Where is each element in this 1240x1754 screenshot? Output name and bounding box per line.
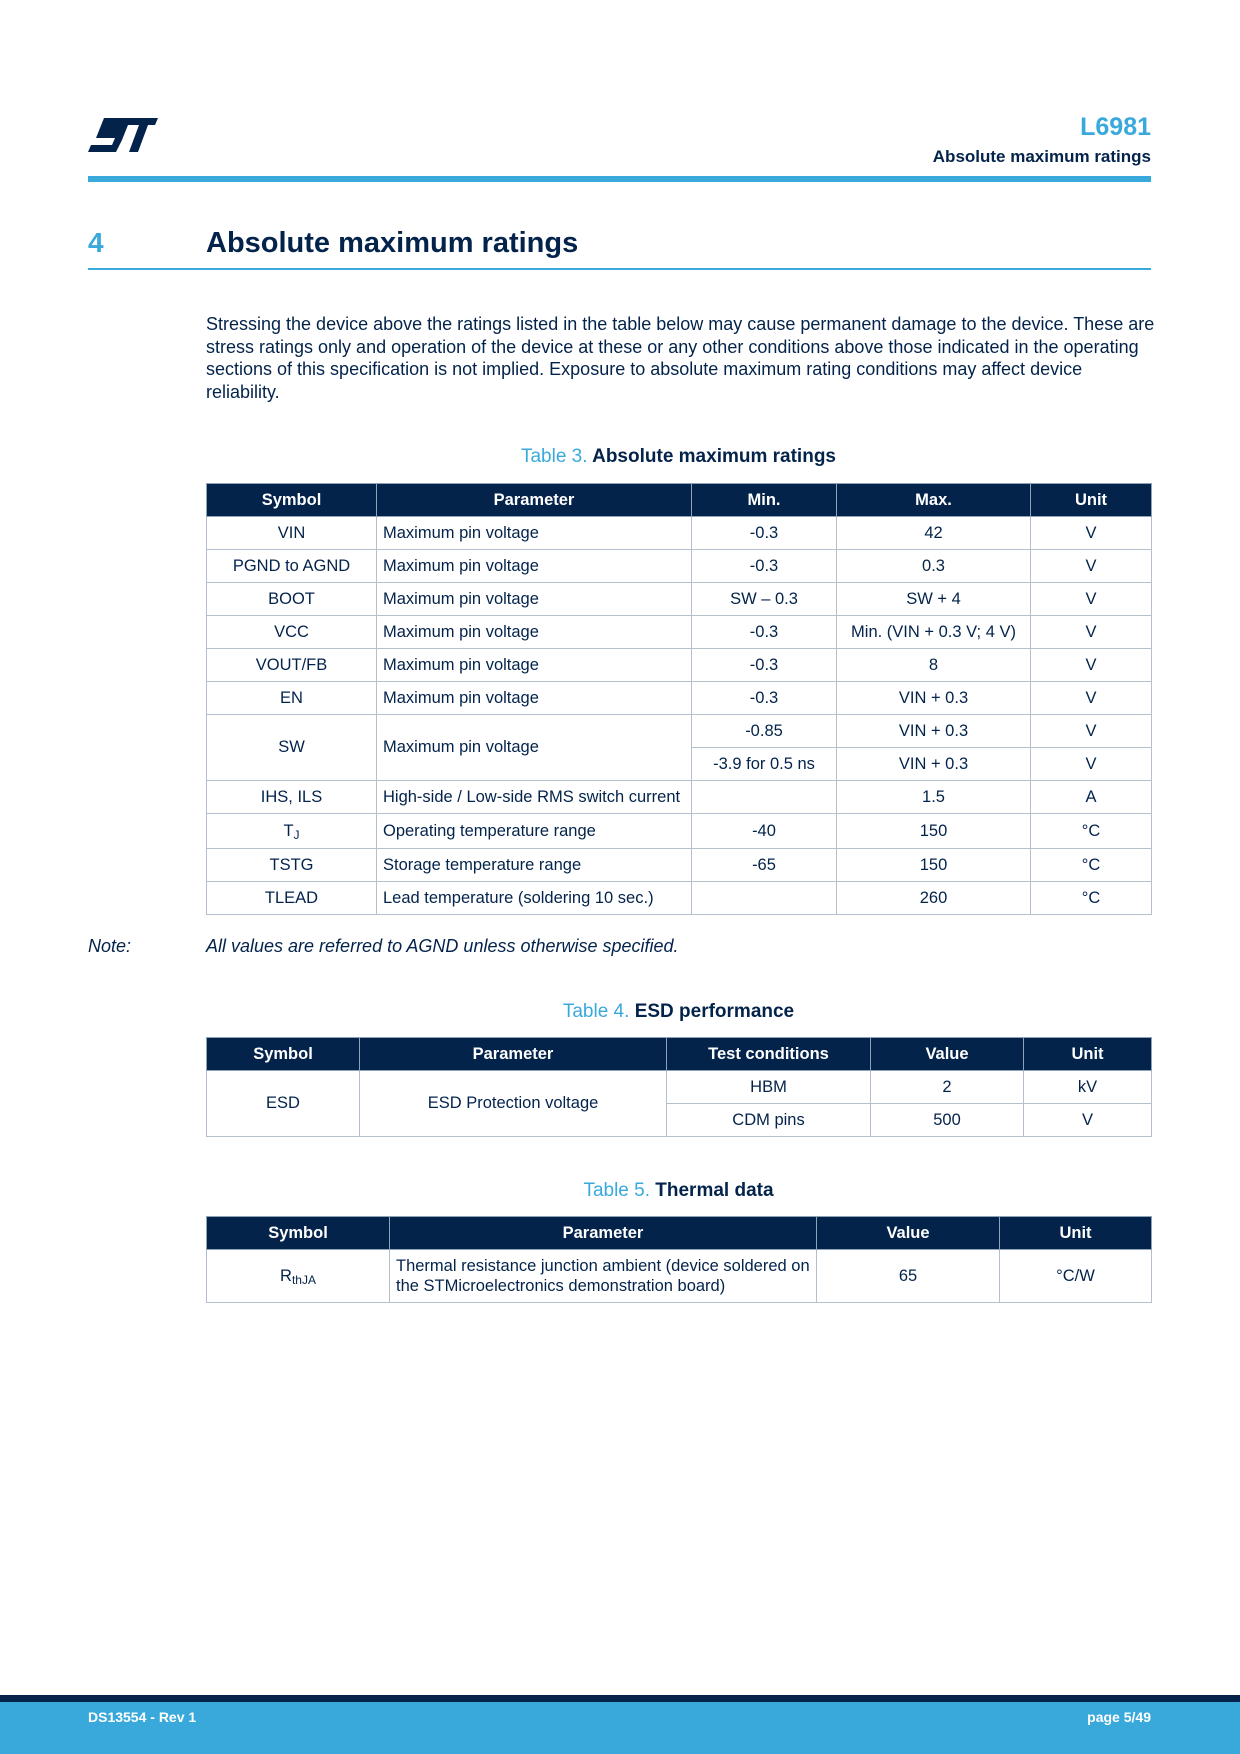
table5-caption-number: Table 5. [583, 1180, 650, 1201]
column-header: Max. [837, 484, 1031, 517]
max-cell: SW + 4 [837, 583, 1031, 616]
symbol-cell: PGND to AGND [207, 550, 377, 583]
condition-cell: CDM pins [667, 1104, 871, 1137]
header-section-title: Absolute maximum ratings [932, 147, 1151, 166]
symbol-cell: EN [207, 682, 377, 715]
parameter-cell: Lead temperature (soldering 10 sec.) [377, 882, 692, 915]
symbol-cell: ESD [207, 1071, 360, 1137]
table-row [207, 682, 1152, 715]
table5-caption-title: Thermal data [655, 1180, 774, 1201]
max-cell: VIN + 0.3 [837, 682, 1031, 715]
max-cell: 150 [837, 849, 1031, 882]
min-cell: -0.3 [692, 517, 837, 550]
parameter-cell: Maximum pin voltage [377, 583, 692, 616]
section-number: 4 [88, 227, 104, 258]
column-header: Parameter [360, 1038, 667, 1071]
symbol-cell: VIN [207, 517, 377, 550]
min-cell: SW – 0.3 [692, 583, 837, 616]
max-cell: 42 [837, 517, 1031, 550]
min-cell: -0.3 [692, 616, 837, 649]
table4-caption [206, 1001, 1151, 1023]
table4-caption-number: Table 4. [562, 1001, 630, 1022]
table-header-row [207, 1038, 1152, 1071]
table-row [207, 715, 1152, 748]
table-row [207, 814, 1152, 849]
min-cell: -0.3 [692, 550, 837, 583]
parameter-cell: Maximum pin voltage [377, 616, 692, 649]
product-name: L6981 [1080, 113, 1151, 141]
unit-cell: V [1031, 715, 1152, 748]
column-header: Unit [1000, 1217, 1152, 1250]
symbol-cell [207, 1250, 390, 1303]
symbol-main: R [280, 1267, 292, 1285]
max-cell: 150 [837, 814, 1031, 849]
table3-caption [206, 446, 1151, 468]
table-header-row [207, 1217, 1152, 1250]
table-row [207, 583, 1152, 616]
max-cell: 260 [837, 882, 1031, 915]
table-row [207, 649, 1152, 682]
parameter-cell: Maximum pin voltage [377, 649, 692, 682]
parameter-cell: Maximum pin voltage [377, 682, 692, 715]
column-header: Unit [1024, 1038, 1152, 1071]
unit-cell: V [1031, 748, 1152, 781]
parameter-cell: Maximum pin voltage [377, 550, 692, 583]
table-row [207, 517, 1152, 550]
parameter-cell: Thermal resistance junction ambient (device soldered on the STMicroelectronics demonstration board) [390, 1250, 817, 1303]
symbol-cell: SW [207, 715, 377, 781]
max-cell: 8 [837, 649, 1031, 682]
symbol-subscript: J [293, 827, 300, 842]
unit-cell: V [1024, 1104, 1152, 1137]
parameter-cell: ESD Protection voltage [360, 1071, 667, 1137]
column-header: Symbol [207, 484, 377, 517]
table3-caption-title: Absolute maximum ratings [592, 446, 836, 467]
table4-caption-title: ESD performance [634, 1001, 795, 1022]
column-header: Value [871, 1038, 1024, 1071]
column-header: Parameter [390, 1217, 817, 1250]
unit-cell: °C [1031, 882, 1152, 915]
symbol-cell: BOOT [207, 583, 377, 616]
symbol-cell [207, 814, 377, 849]
symbol-cell: TSTG [207, 849, 377, 882]
column-header: Min. [692, 484, 837, 517]
table-header-row [207, 484, 1152, 517]
symbol-subscript: thJA [291, 1273, 316, 1287]
min-cell: -3.9 for 0.5 ns [692, 748, 837, 781]
table-row [207, 616, 1152, 649]
document-id: DS13554 - Rev 1 [88, 1709, 197, 1725]
parameter-cell: Maximum pin voltage [377, 517, 692, 550]
table-row [207, 882, 1152, 915]
page-number: page 5/49 [1087, 1709, 1151, 1725]
parameter-cell: Storage temperature range [377, 849, 692, 882]
table5-caption [206, 1180, 1151, 1202]
footer-divider [0, 1695, 1240, 1702]
max-cell: 0.3 [837, 550, 1031, 583]
value-cell: 65 [817, 1250, 1000, 1303]
unit-cell: V [1031, 517, 1152, 550]
table-row [207, 1250, 1152, 1303]
esd-performance-table [206, 1037, 1152, 1137]
column-header: Test conditions [667, 1038, 871, 1071]
unit-cell: V [1031, 616, 1152, 649]
column-header: Symbol [207, 1217, 390, 1250]
section-title: Absolute maximum ratings [206, 227, 579, 259]
min-cell: -0.3 [692, 649, 837, 682]
st-logo-icon [88, 118, 158, 158]
symbol-cell: VCC [207, 616, 377, 649]
unit-cell: °C [1031, 814, 1152, 849]
parameter-cell: Maximum pin voltage [377, 715, 692, 781]
max-cell: Min. (VIN + 0.3 V; 4 V) [837, 616, 1031, 649]
min-cell: -40 [692, 814, 837, 849]
max-cell: VIN + 0.3 [837, 748, 1031, 781]
unit-cell: V [1031, 583, 1152, 616]
symbol-cell: TLEAD [207, 882, 377, 915]
symbol-cell: IHS, ILS [207, 781, 377, 814]
column-header: Unit [1031, 484, 1152, 517]
symbol-cell: VOUT/FB [207, 649, 377, 682]
absolute-max-ratings-table [206, 483, 1152, 915]
table-row [207, 849, 1152, 882]
value-cell: 2 [871, 1071, 1024, 1104]
note-text: All values are referred to AGND unless otherwise specified. [206, 936, 679, 956]
unit-cell: °C [1031, 849, 1152, 882]
unit-cell: kV [1024, 1071, 1152, 1104]
table-row [207, 1071, 1152, 1104]
column-header: Parameter [377, 484, 692, 517]
max-cell: VIN + 0.3 [837, 715, 1031, 748]
value-cell: 500 [871, 1104, 1024, 1137]
header-divider [88, 176, 1151, 182]
unit-cell: °C/W [1000, 1250, 1152, 1303]
note-label: Note: [88, 936, 132, 956]
table-row [207, 781, 1152, 814]
unit-cell: V [1031, 550, 1152, 583]
table-row [207, 550, 1152, 583]
column-header: Symbol [207, 1038, 360, 1071]
section-divider [88, 268, 1151, 270]
parameter-cell: High-side / Low-side RMS switch current [377, 781, 692, 814]
condition-cell: HBM [667, 1071, 871, 1104]
min-cell: -65 [692, 849, 837, 882]
min-cell [692, 882, 837, 915]
column-header: Value [817, 1217, 1000, 1250]
min-cell: -0.85 [692, 715, 837, 748]
min-cell: -0.3 [692, 682, 837, 715]
thermal-data-table [206, 1216, 1152, 1303]
symbol-main: T [283, 821, 294, 840]
intro-paragraph: Stressing the device above the ratings listed in the table below may cause permanent damage to the device. These are stress ratings only and operation of the device at these or any other conditions above those indicated in the operating sections of this specification is not implied. Exposure to absolute maximum rating conditions may affect device reliability. [206, 314, 1155, 402]
unit-cell: A [1031, 781, 1152, 814]
unit-cell: V [1031, 682, 1152, 715]
min-cell [692, 781, 837, 814]
table3-caption-number: Table 3. [520, 446, 588, 467]
max-cell: 1.5 [837, 781, 1031, 814]
parameter-cell: Operating temperature range [377, 814, 692, 849]
unit-cell: V [1031, 649, 1152, 682]
